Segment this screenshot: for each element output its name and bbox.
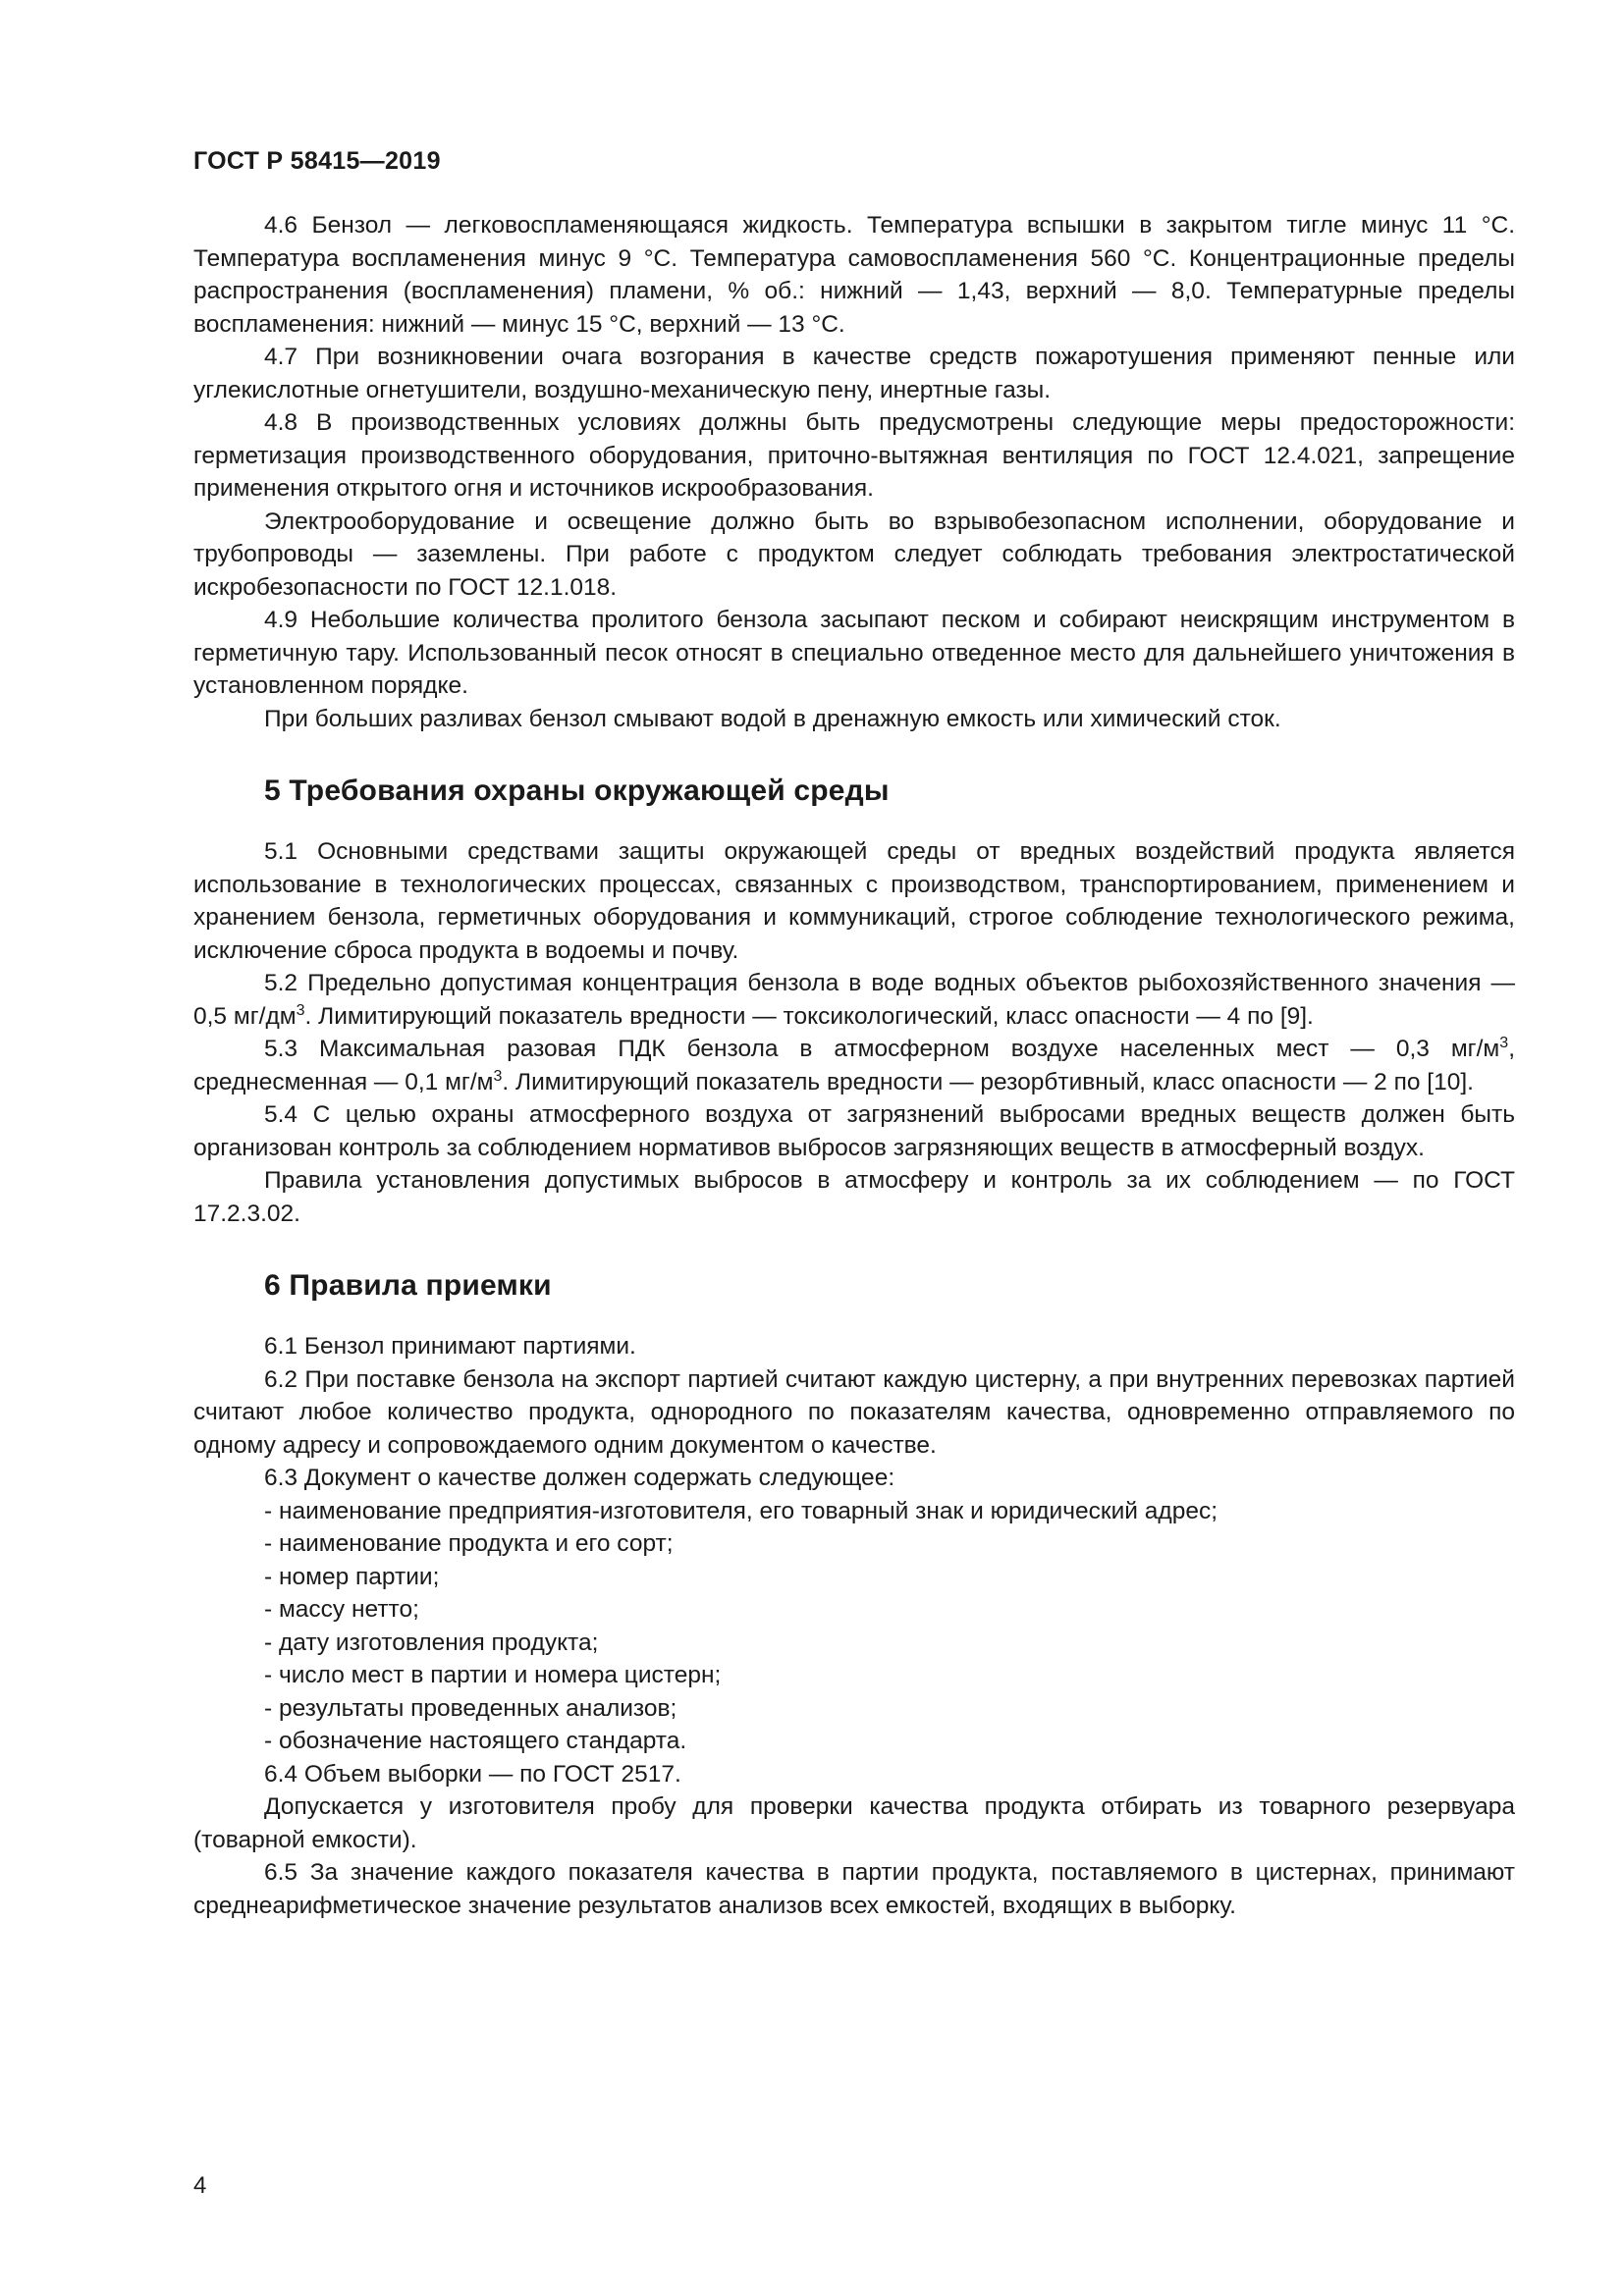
paragraph-4-9-continued: При больших разливах бензол смывают водой в дренажную емкость или химический сток.	[264, 705, 1281, 732]
section-5-heading: 5 Требования охраны окружающей среды	[264, 774, 890, 807]
paragraph-6-2: 6.2 При поставке бензола на экспорт партией считают каждую цистерну, а при внутренних перевозках партией считают любое количество продукта, однородного по показателям качества, одновременно отправляемого по одному адресу и сопровождаемого одним документом о качестве.	[193, 1365, 1515, 1459]
list-item: - наименование продукта и его сорт;	[264, 1530, 674, 1557]
superscript: 3	[1499, 1034, 1509, 1051]
superscript: 3	[493, 1067, 503, 1085]
paragraph-5-2	[193, 967, 1515, 1033]
paragraph-5-4-continued: Правила установления допустимых выбросов в атмосферу и контроль за их соблюдением — по ГОСТ 17.2.3.02.	[193, 1167, 1515, 1227]
section-6-heading: 6 Правила приемки	[264, 1269, 552, 1302]
paragraph-5-4: 5.4 С целью охраны атмосферного воздуха от загрязнений выбросами вредных веществ должен быть организован контроль за соблюдением нормативов выбросов загрязняющих веществ в атмосферный воздух.	[193, 1101, 1515, 1161]
paragraph-5-2-text-b: . Лимитирующий показатель вредности — токсикологический, класс опасности — 4 по [9].	[304, 1002, 1314, 1030]
paragraph-6-3: 6.3 Документ о качестве должен содержать следующее:	[264, 1465, 895, 1491]
document-page	[193, 147, 1515, 1922]
list-item: - дату изготовления продукта;	[264, 1629, 599, 1656]
list-item: - число мест в партии и номера цистерн;	[264, 1662, 722, 1688]
paragraph-5-2-text-a: 5.2 Предельно допустимая концентрация бензола в воде водных объектов рыбохозяйственного значения — 0,5 мг/дм	[193, 970, 1515, 1030]
paragraph-4-8: 4.8 В производственных условиях должны быть предусмотрены следующие меры предосторожности: герметизация производственного оборудования, приточно-вытяжная вентиляция по ГОСТ 12.4.021, запрещение применения открытого огня и источников искрообразования.	[193, 409, 1515, 502]
paragraph-4-6: 4.6 Бензол — легковоспламеняющаяся жидкость. Температура вспышки в закрытом тигле минус 11 °С. Температура воспламенения минус 9 °С. Температура самовоспламенения 560 °С. Концентрационные пределы распространения (воспламенения) пламени, % об.: нижний — 1,43, верхний — 8,0. Температурные пределы воспламенения: нижний — минус 15 °С, верхний — 13 °С.	[193, 212, 1515, 338]
list-item: - обозначение настоящего стандарта.	[264, 1728, 687, 1754]
paragraph-5-3-text-a: 5.3 Максимальная разовая ПДК бензола в атмосферном воздухе населенных мест — 0,3 мг/м	[264, 1036, 1500, 1062]
paragraph-6-4: 6.4 Объем выборки — по ГОСТ 2517.	[264, 1760, 681, 1788]
list-item: - результаты проведенных анализов;	[264, 1694, 677, 1722]
paragraph-4-7: 4.7 При возникновении очага возгорания в качестве средств пожаротушения применяют пенные или углекислотные огнетушители, воздушно-механическую пену, инертные газы.	[193, 344, 1515, 403]
paragraph-5-3-text-c: . Лимитирующий показатель вредности — резорбтивный, класс опасности — 2 по [10].	[502, 1068, 1474, 1095]
list-item: - номер партии;	[264, 1563, 440, 1590]
paragraph-5-3-text-b: , среднесменная — 0,1 мг/м	[193, 1036, 1515, 1095]
paragraph-4-9: 4.9 Небольшие количества пролитого бензола засыпают песком и собирают неискрящим инструментом в герметичную тару. Использованный песок относят в специально отведенное место для дальнейшего уничтожения в установленном порядке.	[193, 607, 1515, 699]
paragraph-6-5: 6.5 За значение каждого показателя качества в партии продукта, поставляемого в цистернах, принимают среднеарифметическое значение результатов анализов всех емкостей, входящих в выборку.	[193, 1859, 1515, 1919]
paragraph-4-8-continued: Электрооборудование и освещение должно быть во взрывобезопасном исполнении, оборудование и трубопроводы — заземлены. При работе с продуктом следует соблюдать требования электростатической искробезопасности по ГОСТ 12.1.018.	[193, 507, 1515, 601]
list-item: - массу нетто;	[264, 1596, 419, 1623]
document-code: ГОСТ Р 58415—2019	[193, 147, 441, 175]
paragraph-6-1: 6.1 Бензол принимают партиями.	[264, 1333, 636, 1360]
list-item: - наименование предприятия-изготовителя, его товарный знак и юридический адрес;	[264, 1497, 1218, 1524]
paragraph-6-4-continued: Допускается у изготовителя пробу для проверки качества продукта отбирать из товарного резервуара (товарной емкости).	[193, 1793, 1515, 1853]
paragraph-5-3	[193, 1033, 1515, 1098]
superscript: 3	[296, 1001, 305, 1019]
page-number: 4	[193, 2172, 207, 2199]
paragraph-5-1: 5.1 Основными средствами защиты окружающей среды от вредных воздействий продукта является использование в технологических процессах, связанных с производством, транспортированием, применением и хранением бензола, герметичных оборудования и коммуникаций, строгое соблюдение технологического режима, исключение сброса продукта в водоемы и почву.	[193, 838, 1515, 964]
